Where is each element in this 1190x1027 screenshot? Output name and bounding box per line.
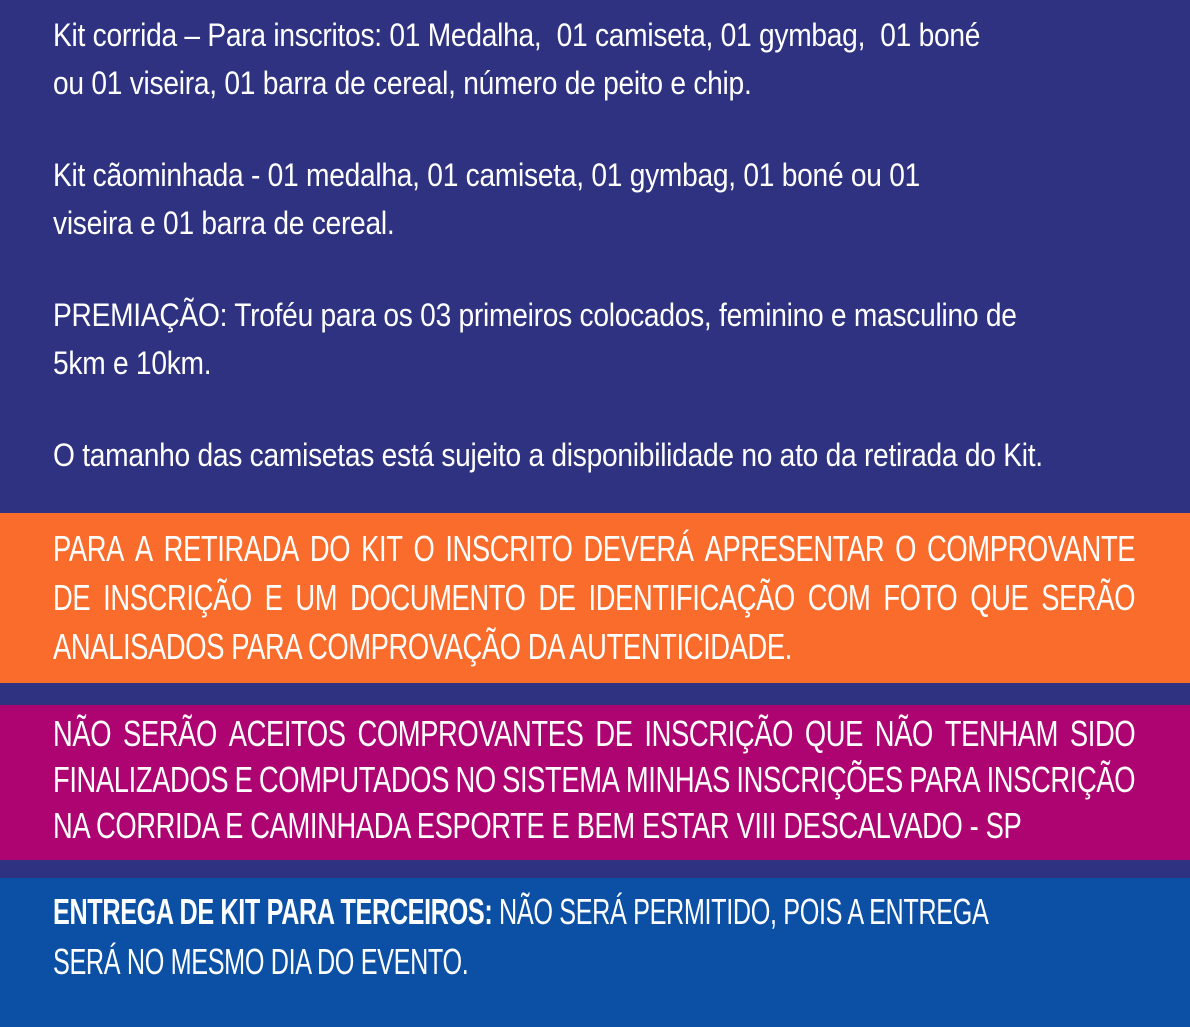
entrega-terceiros-heading: ENTREGA DE KIT PARA TERCEIROS: xyxy=(53,891,493,932)
premiacao-paragraph xyxy=(53,291,1132,387)
section-kit-info xyxy=(0,0,1190,513)
comprovantes-line-1: NÃO SERÃO ACEITOS COMPROVANTES DE INSCRIÇÃO QUE NÃO TENHAM SIDO xyxy=(53,713,1136,754)
entrega-terceiros-line-1-rest: NÃO SERÁ PERMITIDO, POIS A ENTREGA xyxy=(492,891,989,932)
entrega-terceiros-content xyxy=(53,887,1135,987)
navy-divider xyxy=(0,860,1190,878)
tamanho-camisetas-paragraph xyxy=(53,431,1132,479)
retirada-kit-line-1: PARA A RETIRADA DO KIT O INSCRITO DEVERÁ APRESENTAR O COMPROVANTE xyxy=(53,528,1136,569)
comprovantes-line-2: FINALIZADOS E COMPUTADOS NO SISTEMA MINHAS INSCRIÇÕES PARA INSCRIÇÃO xyxy=(53,759,1136,800)
section-comprovantes xyxy=(0,705,1190,860)
retirada-kit-line-2: DE INSCRIÇÃO E UM DOCUMENTO DE IDENTIFICAÇÃO COM FOTO QUE SERÃO xyxy=(53,577,1136,618)
comprovantes-content xyxy=(53,711,1135,849)
kit-corrida-paragraph xyxy=(53,11,1132,107)
kit-caominhada-paragraph xyxy=(53,151,1132,247)
kit-caominhada-line-2: viseira e 01 barra de cereal. xyxy=(53,205,395,241)
tamanho-camisetas-line: O tamanho das camisetas está sujeito a disponibilidade no ato da retirada do Kit. xyxy=(53,437,1043,473)
kit-info-content xyxy=(53,11,1132,479)
kit-corrida-line-2: ou 01 viseira, 01 barra de cereal, número de peito e chip. xyxy=(53,65,752,101)
navy-divider xyxy=(0,683,1190,705)
entrega-terceiros-line-2: SERÁ NO MESMO DIA DO EVENTO. xyxy=(53,941,469,982)
section-entrega-terceiros xyxy=(0,878,1190,1027)
section-retirada-kit xyxy=(0,513,1190,683)
comprovantes-line-3: NA CORRIDA E CAMINHADA ESPORTE E BEM ESTAR VIII DESCALVADO - SP xyxy=(53,805,1022,846)
premiacao-line-1: PREMIAÇÃO: Troféu para os 03 primeiros colocados, feminino e masculino de xyxy=(53,297,1017,333)
retirada-kit-line-3: ANALISADOS PARA COMPROVAÇÃO DA AUTENTICIDADE. xyxy=(53,626,793,667)
retirada-kit-content xyxy=(53,524,1135,671)
kit-caominhada-line-1: Kit cãominhada - 01 medalha, 01 camiseta, 01 gymbag, 01 boné ou 01 xyxy=(53,157,921,193)
premiacao-line-2: 5km e 10km. xyxy=(53,345,212,381)
kit-corrida-line-1: Kit corrida – Para inscritos: 01 Medalha, 01 camiseta, 01 gymbag, 01 boné xyxy=(53,17,981,53)
entrega-terceiros-line-1 xyxy=(53,887,1135,937)
